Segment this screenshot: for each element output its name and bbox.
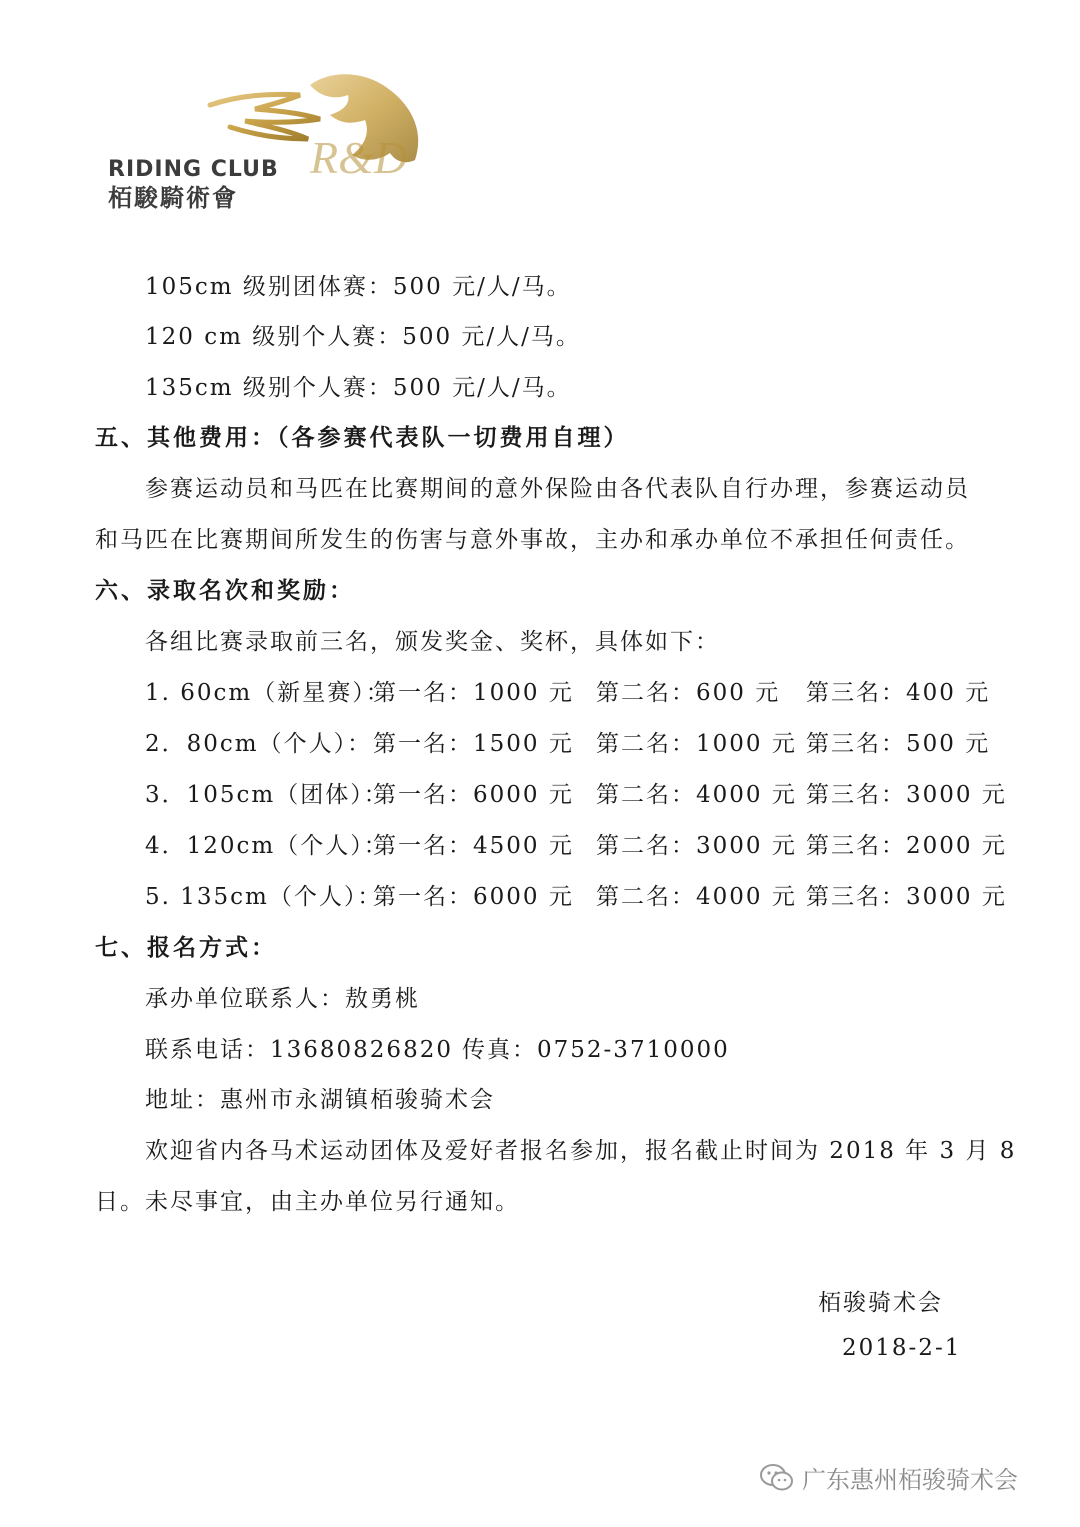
section5-paragraph-line2: 和马匹在比赛期间所发生的伤害与意外事故，主办和承办单位不承担任何责任。 [95,527,970,553]
prize-third: 第三名：400 元 [806,680,991,706]
club-logo [100,65,430,215]
wechat-watermark [760,1460,1018,1495]
prize-third: 第三名：3000 元 [806,884,1007,910]
section6-intro: 各组比赛录取前三名，颁发奖金、奖杯，具体如下： [145,629,720,655]
closing-line1: 欢迎省内各马术运动团体及爱好者报名参加，报名截止时间为 2018 年 3 月 8 [145,1138,1017,1164]
contact-fax: 传真：0752-3710000 [462,1037,730,1063]
signature-date: 2018-2-1 [842,1335,962,1361]
prize-category: 4．120cm（个人）： [145,833,389,859]
section6-heading: 六、录取名次和奖励： [95,577,355,604]
prize-first: 第一名：1000 元 [373,680,574,706]
contact-person: 承办单位联系人：敖勇桃 [145,986,420,1012]
prize-second: 第二名：3000 元 [596,833,797,859]
logo-name-cn: 栢駿騎術會 [108,184,238,212]
prize-category: 5. 135cm（个人）： [145,884,383,910]
section5-paragraph-line1: 参赛运动员和马匹在比赛期间的意外保险由各代表队自行办理，参赛运动员 [145,476,970,502]
closing-line2: 日。未尽事宜，由主办单位另行通知。 [95,1189,520,1215]
prize-first: 第一名：6000 元 [373,782,574,808]
prize-category: 2．80cm（个人）： [145,731,373,757]
prize-first: 第一名：4500 元 [373,833,574,859]
contact-address: 地址：惠州市永湖镇栢骏骑术会 [145,1087,495,1113]
prize-first: 第一名：6000 元 [373,884,574,910]
prize-first: 第一名：1500 元 [373,731,574,757]
prize-category: 3．105cm（团体）： [145,782,389,808]
prize-third: 第三名：2000 元 [806,833,1007,859]
section5-heading: 五、其他费用：（各参赛代表队一切费用自理） [95,424,630,451]
contact-phone: 联系电话：13680826820 [145,1037,453,1063]
fee-line-105: 105cm 级别团体赛：500 元/人/马。 [145,274,572,300]
prize-category: 1. 60cm（新星赛）： [145,680,391,706]
section7-heading: 七、报名方式： [95,934,277,961]
prize-second: 第二名：1000 元 [596,731,797,757]
logo-name-en: RIDING CLUB [108,157,279,182]
prize-third: 第三名：3000 元 [806,782,1007,808]
fee-line-135: 135cm 级别个人赛：500 元/人/马。 [145,375,572,401]
watermark-text: 广东惠州栢骏骑术会 [802,1466,1018,1494]
prize-second: 第二名：4000 元 [596,782,797,808]
prize-third: 第三名：500 元 [806,731,991,757]
signature-org: 栢骏骑术会 [818,1290,943,1316]
logo-monogram: R&D [310,132,408,183]
prize-second: 第二名：4000 元 [596,884,797,910]
fee-line-120: 120 cm 级别个人赛：500 元/人/马。 [145,324,581,350]
prize-second: 第二名：600 元 [596,680,781,706]
wechat-icon [760,1463,794,1493]
